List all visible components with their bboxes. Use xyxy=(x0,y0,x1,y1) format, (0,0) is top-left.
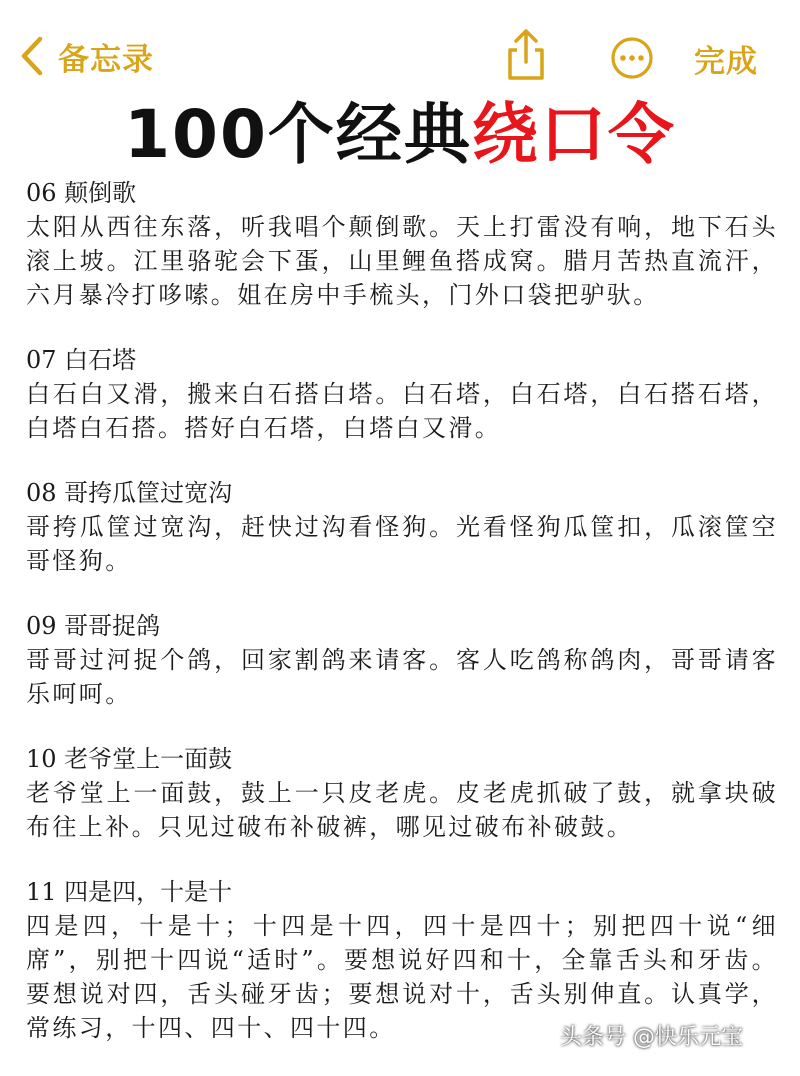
section-text: 白石白又滑，搬来白石搭白塔。白石塔，白石塔，白石搭石塔，白塔白石搭。搭好白石塔，白塔白又滑。 xyxy=(26,380,778,442)
section-text: 哥挎瓜筐过宽沟，赶快过沟看怪狗。光看怪狗瓜筐扣，瓜滚筐空哥怪狗。 xyxy=(26,513,778,575)
section-heading: 06 颠倒歌 xyxy=(26,179,137,207)
watermark: 头条号 @快乐元宝 xyxy=(560,1025,743,1050)
section-heading: 07 白石塔 xyxy=(26,346,137,374)
more-button[interactable] xyxy=(610,36,654,80)
title-part-black: 100个经典 xyxy=(124,96,472,173)
back-button[interactable] xyxy=(20,32,154,80)
share-button[interactable] xyxy=(503,28,549,82)
more-icon xyxy=(610,65,654,84)
section-text: 老爷堂上一面鼓，鼓上一只皮老虎。皮老虎抓破了鼓，就拿块破布往上补。只见过破布补破裤，哪见过破布补破鼓。 xyxy=(26,779,778,841)
note-body[interactable] xyxy=(26,176,778,1076)
section-heading: 11 四是四，十是十 xyxy=(26,878,233,906)
note-section xyxy=(26,343,778,445)
section-text: 哥哥过河捉个鸽，回家割鸽来请客。客人吃鸽称鸽肉，哥哥请客乐呵呵。 xyxy=(26,646,778,708)
note-section xyxy=(26,476,778,578)
section-heading: 09 哥哥捉鸽 xyxy=(26,612,161,640)
back-label: 备忘录 xyxy=(58,41,154,78)
chevron-left-icon xyxy=(20,36,44,76)
section-heading: 10 老爷堂上一面鼓 xyxy=(26,745,233,773)
page-title xyxy=(0,92,800,178)
note-section xyxy=(26,176,778,312)
done-button[interactable]: 完成 xyxy=(694,44,758,80)
section-text: 太阳从西往东落，听我唱个颠倒歌。天上打雷没有响，地下石头滚上坡。江里骆驼会下蛋，山里鲤鱼搭成窝。腊月苦热直流汗，六月暴冷打哆嗦。姐在房中手梳头，门外口袋把驴驮。 xyxy=(26,213,778,309)
note-section xyxy=(26,609,778,711)
note-section xyxy=(26,742,778,844)
title-part-red: 绕口令 xyxy=(471,96,676,173)
section-text: 四是四，十是十；十四是十四，四十是四十；别把四十说“细席”，别把十四说“适时”。要想说好四和十，全靠舌头和牙齿。要想说对四，舌头碰牙齿；要想说对十，舌头别伸直。认真学，常练习，十四、四十、四十四。 xyxy=(26,912,778,1042)
share-icon xyxy=(503,67,549,86)
section-heading: 08 哥挎瓜筐过宽沟 xyxy=(26,479,233,507)
nav-bar xyxy=(0,0,800,100)
